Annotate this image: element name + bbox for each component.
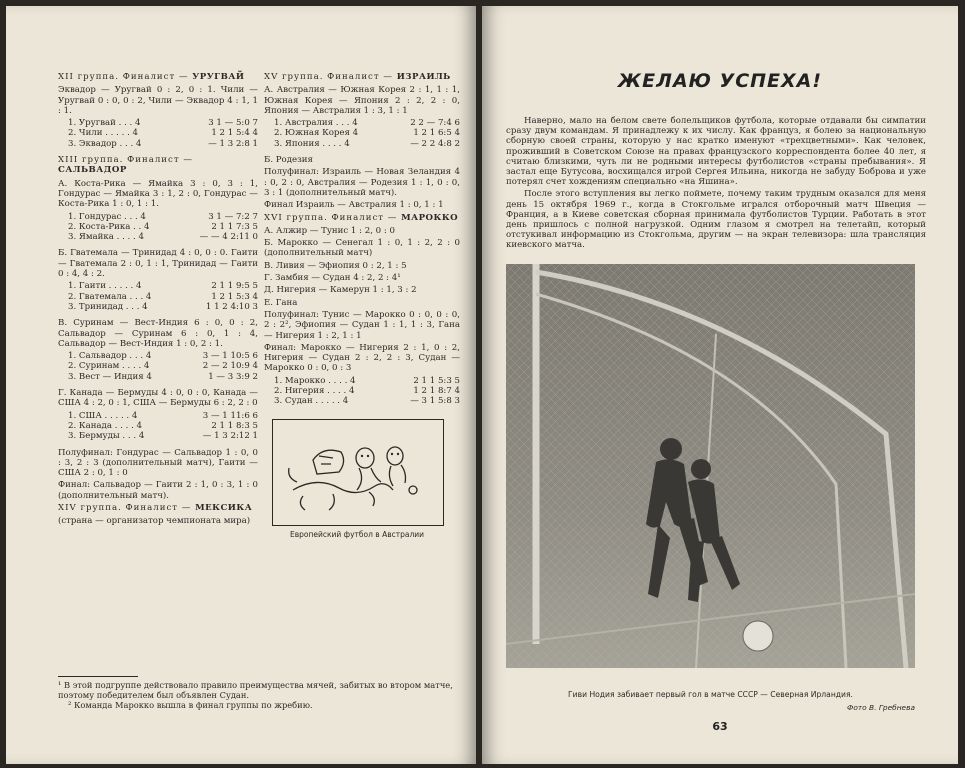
team-name: 3. Вест — Индия 4 — [68, 371, 152, 382]
footnote-2: ² Команда Марокко вышла в финал группы по жребию. — [68, 700, 313, 710]
team-name: 1. Уругвай . . . 4 — [68, 118, 141, 129]
team-stats: 2 1 1 8:3 5 — [211, 420, 258, 431]
team-stats: 3 1 — 7:2 7 — [208, 211, 258, 222]
article-body — [506, 116, 926, 253]
table-row — [68, 411, 258, 421]
group-finalist: МЕКСИКА — [195, 502, 253, 513]
team-name: 2. Южная Корея 4 — [274, 128, 359, 139]
match-results: Д. Нигерия — Камерун 1 : 1, 3 : 2 — [264, 285, 417, 296]
match-results: Полуфинал: Тунис — Марокко 0 : 0, 0 : 0, 2 : 2², Эфиопия — Судан 1 : 1, 1 : 3, Гана — Нигерия 1 : 2, 1 : 1 — [264, 309, 460, 341]
team-name: 3. Япония . . . . 4 — [274, 138, 350, 149]
group-heading-label: XII группа. Финалист — — [58, 72, 193, 82]
group-heading-label: XIII группа. Финалист — — [58, 155, 193, 166]
match-results: Б. Марокко — Сенегал 1 : 0, 1 : 2, 2 : 0 (дополнительный матч) — [264, 238, 460, 259]
article-title: ЖЕЛАЮ УСПЕХА! — [617, 70, 823, 92]
team-name: 3. Судан . . . . . 4 — [274, 396, 349, 407]
match-results: (страна — организатор чемпионата мира) — [58, 516, 251, 527]
table-row — [274, 376, 460, 386]
results-column-2 — [264, 72, 460, 540]
team-stats: — 3 1 5:8 3 — [410, 396, 460, 407]
team-stats: 1 2 1 8:7 4 — [413, 386, 460, 397]
team-stats: 1 2 1 6:5 4 — [413, 128, 460, 139]
team-name: 3. Эквадор . . . 4 — [68, 138, 142, 149]
match-results: В. Ливия — Эфиопия 0 : 2, 1 : 5 — [264, 260, 407, 271]
team-stats: 1 — 3 3:9 2 — [208, 371, 258, 382]
team-stats: — 2 2 4:8 2 — [410, 138, 460, 149]
team-name: 1. Сальвадор . . . 4 — [68, 351, 152, 362]
team-stats: 1 2 1 5:3 4 — [211, 291, 258, 302]
footnotes — [58, 676, 458, 710]
table-row — [68, 118, 258, 128]
table-row — [68, 361, 258, 371]
table-row — [274, 396, 460, 406]
team-stats: — 1 3 2:12 1 — [202, 431, 258, 442]
standings-table — [68, 351, 258, 382]
team-name: 2. Чили . . . . . 4 — [68, 128, 139, 139]
team-name: 2. Гватемала . . . 4 — [68, 291, 152, 302]
team-stats: 1 2 1 5:4 4 — [211, 128, 258, 139]
table-row — [274, 386, 460, 396]
team-stats: 1 1 2 4:10 3 — [205, 301, 258, 312]
group-finalist: САЛЬВАДОР — [58, 165, 127, 176]
table-row — [68, 222, 258, 232]
team-stats: — — 4 2:11 0 — [199, 232, 258, 243]
photo-caption: Гиви Нодия забивает первый гол в матче СССР — Северная Ирландия. — [568, 690, 853, 699]
match-results: Финал Израиль — Австралия 1 : 0, 1 : 1 — [264, 200, 444, 211]
standings-table — [68, 118, 258, 149]
match-results: Эквадор — Уругвай 0 : 2, 0 : 1. Чили — Уругвай 0 : 0, 0 : 2, Чили — Эквадор 4 : 1, 1 : 1. — [58, 85, 258, 116]
standings-table — [274, 376, 460, 407]
match-results: Финал: Сальвадор — Гаити 2 : 1, 0 : 3, 1 : 0 (дополнительный матч). — [58, 480, 258, 501]
team-stats: 2 1 1 5:3 5 — [413, 375, 460, 386]
table-row — [68, 372, 258, 382]
results-column-1 — [58, 72, 258, 529]
match-results: А. Алжир — Тунис 1 : 2, 0 : 0 — [264, 225, 395, 236]
right-page — [482, 6, 958, 764]
match-results: Б. Гватемала — Тринидад 4 : 0, 0 : 0. Гаити — Гватемала 2 : 0, 1 : 1, Тринидад — Гаити 0 : 4, 4 : 2. — [58, 248, 258, 280]
team-name: 3. Тринидад . . . 4 — [68, 301, 148, 312]
table-row — [68, 281, 258, 291]
match-results: А. Австралия — Южная Корея 2 : 1, 1 : 1, Южная Корея — Япония 2 : 2, 2 : 0, Япония — Австралия 1 : 3, 1 : 1 — [264, 85, 460, 116]
team-name: 2. Коста-Рика . . 4 — [68, 221, 150, 232]
team-stats: — 1 3 2:8 1 — [208, 138, 258, 149]
standings-table — [68, 281, 258, 312]
team-stats: 2 1 1 9:5 5 — [211, 281, 258, 292]
group-heading — [58, 72, 258, 82]
team-name: 1. Марокко . . . . 4 — [274, 375, 356, 386]
standings-table — [68, 212, 258, 243]
team-name: 3. Бермуды . . . 4 — [68, 431, 145, 442]
group-heading-label: XV группа. Финалист — — [264, 72, 397, 82]
football-photo — [506, 264, 915, 668]
group-finalist: ИЗРАИЛЬ — [396, 72, 451, 82]
team-name: 3. Ямайка . . . . 4 — [68, 232, 144, 243]
standings-table — [68, 411, 258, 442]
group-heading-label: XIV группа. Финалист — — [58, 502, 196, 513]
photo-credit: Фото В. Гребнева — [846, 703, 915, 712]
team-name: 2. Канада . . . . 4 — [68, 420, 143, 431]
match-results: А. Коста-Рика — Ямайка 3 : 0, 3 : 1, Гондурас — Ямайка 3 : 1, 2 : 0, Гондурас — Коста-Рика 1 : 0, 1 : 1. — [58, 178, 258, 210]
team-stats: 2 1 1 7:3 5 — [211, 221, 258, 232]
team-stats: 3 — 1 11:6 6 — [202, 410, 258, 421]
group-finalist: УРУГВАЙ — [192, 72, 245, 82]
footnote-1: ¹ В этой подгруппе действовало правило преимущества мячей, забитых во втором матче, поэтому победителем был объявлен Судан. — [58, 680, 453, 700]
article-paragraph-1: Наверно, мало на белом свете болельщиков футбола, которые отдавали бы симпатии сразу двум командам. Я принадлежу к их числу. Как француз, я болею за национальную сборную своей страны, которую у нас кратко именуют «трехцветными». Как человек, проживший в Советском Союзе на правах французского корреспондента более 40 лет, я считаю близкими, чуть ли не родными интересы футболистов «страны пребывания». Я застал еще Бутусова, восхищался игрой Сергея Ильина, никогда не забуду Боброва и уже потерял счет хождениям специально «на Яшина». — [506, 116, 926, 188]
left-page — [6, 6, 476, 764]
team-name: 1. США . . . . . 4 — [68, 410, 138, 421]
footnote-rule — [58, 676, 138, 677]
table-row — [68, 139, 258, 149]
article-paragraph-2: После этого вступления вы легко поймете, почему таким трудным оказался для меня день 15 октября 1969 г., когда в Стокгольме игрался отборочный матч Швеция — Франция, а в Киеве советская сборная принимала футболистов Турции. Работать в этот день пришлось с полной нагрузкой. Одним глазом я смотрел на телетайп, который отстукивал информацию из Стокгольма, другим — на экран телевизора: шла трансляция киевского матча. — [506, 189, 926, 251]
team-name: 2. Суринам . . . . 4 — [68, 361, 150, 372]
table-row — [68, 351, 258, 361]
team-stats: 2 — 2 10:9 4 — [202, 361, 258, 372]
match-results: Б. Родезия — [264, 155, 313, 166]
match-results: Г. Канада — Бермуды 4 : 0, 0 : 0, Канада — США 4 : 2, 0 : 1, США — Бермуды 6 : 2, 2 : 0 — [58, 388, 258, 409]
table-row — [68, 302, 258, 312]
page-number: 63 — [712, 720, 728, 733]
match-results: Финал: Марокко — Нигерия 2 : 1, 0 : 2, Нигерия — Судан 2 : 2, 2 : 3, Судан — Марокко 0 : 0, 0 : 3 — [264, 342, 460, 374]
table-row — [68, 421, 258, 431]
group-finalist: МАРОККО — [401, 212, 459, 223]
team-name: 1. Гаити . . . . . 4 — [68, 281, 142, 292]
team-name: 1. Гондурас . . . 4 — [68, 211, 146, 222]
table-row — [68, 292, 258, 302]
team-stats: 3 — 1 10:5 6 — [202, 351, 258, 362]
standings-table — [274, 118, 460, 149]
cartoon-caption: Европейский футбол в Австралии — [289, 529, 425, 539]
team-name: 1. Австралия . . . 4 — [274, 118, 358, 129]
match-results: Г. Замбия — Судан 4 : 2, 2 : 4¹ — [264, 273, 401, 284]
group-heading — [58, 503, 258, 513]
team-stats: 2 2 — 7:4 6 — [410, 118, 460, 129]
group-heading-label: XVI группа. Финалист — — [264, 212, 402, 223]
table-row — [274, 118, 460, 128]
match-results: Е. Гана — [264, 297, 298, 308]
team-name: 2. Нигерия . . . . 4 — [274, 386, 355, 397]
table-row — [68, 128, 258, 138]
group-heading — [58, 155, 258, 176]
table-row — [68, 232, 258, 242]
table-row — [274, 128, 460, 138]
match-results: Полуфинал: Гондурас — Сальвадор 1 : 0, 0 : 3, 2 : 3 (дополнительный матч), Гаити — США 2 : 0, 1 : 0 — [58, 447, 258, 479]
team-stats: 3 1 — 5:0 7 — [208, 118, 258, 129]
table-row — [68, 212, 258, 222]
table-row — [274, 139, 460, 149]
table-row — [68, 431, 258, 441]
group-heading — [264, 213, 460, 223]
match-results: Полуфинал: Израиль — Новая Зеландия 4 : 0, 2 : 0, Австралия — Родезия 1 : 1, 0 : 0, 3 : 1 (дополнительный матч). — [264, 167, 460, 198]
match-results: В. Суринам — Вест-Индия 6 : 0, 0 : 2, Сальвадор — Суринам 6 : 0, 1 : 4, Сальвадор — Вест-Индия 1 : 0, 2 : 1. — [58, 318, 258, 349]
cartoon-illustration — [272, 419, 444, 526]
group-heading — [264, 72, 460, 82]
